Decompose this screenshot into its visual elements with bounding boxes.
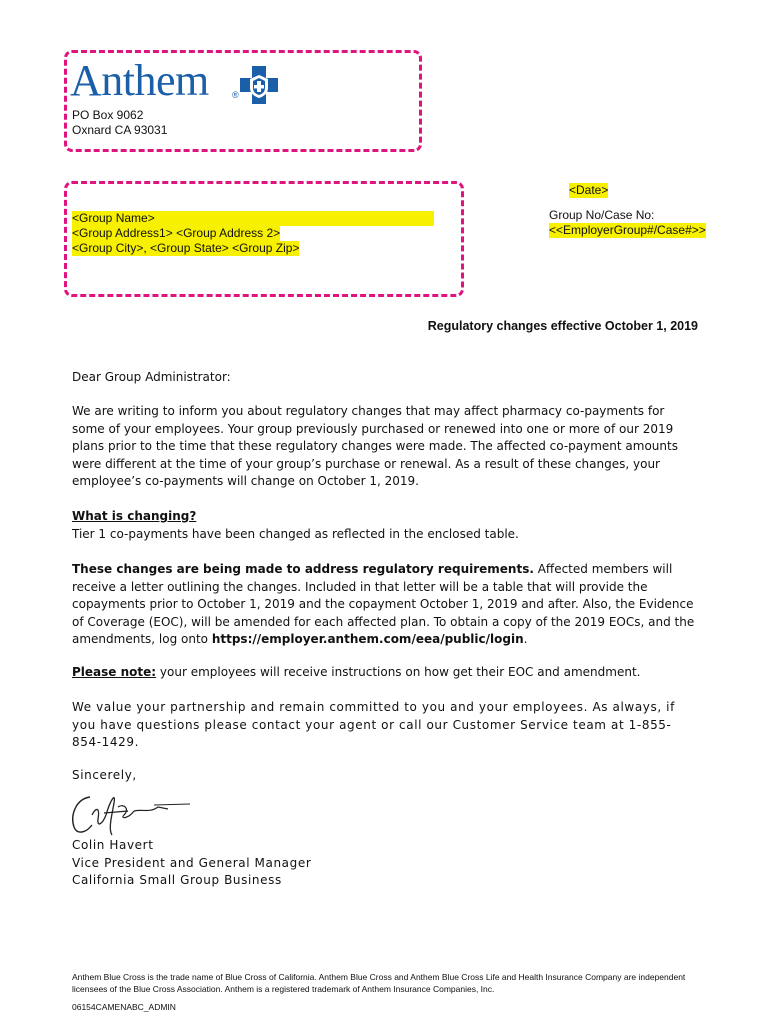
signature-image (66, 785, 196, 841)
recipient-address (72, 211, 434, 256)
logo-registered-mark: ® (232, 90, 239, 100)
please-note-paragraph (72, 664, 697, 682)
subject-line: Regulatory changes effective October 1, 2019 (427, 319, 698, 333)
sender-line-2: Oxnard CA 93031 (72, 123, 168, 137)
signer-name: Colin Havert (72, 838, 154, 852)
recipient-line-1: <Group Name> (72, 211, 434, 226)
what-is-changing-text: Tier 1 co-payments have been changed as reflected in the enclosed table. (72, 526, 519, 541)
anthem-logo (70, 56, 290, 106)
sender-address (72, 108, 167, 138)
group-number-label: Group No/Case No: (549, 208, 655, 222)
footer-legal: Anthem Blue Cross is the trade name of Blue Cross of California. Anthem Blue Cross and Anthem Blue Cross Life and Health Insurance Company are independent licensees of the Blue Cross Association. Anthem is a registered trademark of Anthem Insurance Companies, Inc. (72, 972, 686, 994)
regulatory-paragraph: These changes are being made to address regulatory requirements. Affected members will receive a letter outlining the changes. Included in that letter will be a table that will provide the copayments prior to October 1, 2019 and the copayment October 1, 2019 and after. Also, the Evidence of Coverage (EOC), will be amended for each affected plan. To obtain a copy of the 2019 EOCs, and the amendments, log onto https://employer.anthem.com/eea/public/login. (72, 562, 695, 646)
signer-unit: California Small Group Business (72, 873, 282, 887)
signer-block (72, 837, 697, 890)
salutation: Dear Group Administrator: (72, 370, 231, 384)
recipient-line-2: <Group Address1> <Group Address 2> (72, 226, 281, 240)
what-is-changing-heading: What is changing? (72, 509, 197, 523)
footer-code: 06154CAMENABC_ADMIN (72, 1002, 176, 1012)
blue-cross-shield-icon (240, 66, 278, 104)
please-note-label: Please note: (72, 665, 157, 679)
logo-text: Anthem (70, 56, 209, 105)
employer-portal-link[interactable]: https://employer.anthem.com/eea/public/login (211, 632, 524, 646)
group-number-value: <<EmployerGroup#/Case#>> (549, 223, 706, 237)
signoff: Sincerely, (72, 768, 137, 782)
signer-title: Vice President and General Manager (72, 855, 312, 870)
regulatory-lead: These changes are being made to address regulatory requirements. (72, 562, 534, 576)
regulatory-text: Affected members will receive a letter outlining the changes. Included in that letter will be a table that will provide the copayments prior to October 1, 2019 and the copayment October 1, 2019 and after. Also, the Evidence of Coverage (EOC), will be amended for each affected plan. To obtain a copy of the 2019 EOCs, and the amendments, log onto (72, 562, 695, 646)
intro-paragraph: We are writing to inform you about regulatory changes that may affect pharmacy co-payments for some of your employees. Your group previously purchased or renewed into one or more of our 2019 plans prior to the time that these regulatory changes were made. The affected co-payment amounts were different at the time of your group’s purchase or renewal. As a result of these changes, your employee’s co-payments will change on October 1, 2019. (72, 404, 678, 488)
sender-line-1: PO Box 9062 (72, 108, 144, 122)
closing-paragraph: We value your partnership and remain committed to you and your employees. As always, if you have questions please contact your agent or call our Customer Service team at 1-855-854-1429. (72, 700, 675, 749)
date-field: <Date> (569, 183, 609, 197)
recipient-line-3: <Group City>, <Group State> <Group Zip> (72, 241, 300, 255)
please-note-text: your employees will receive instructions on how get their EOC and amendment. (156, 665, 641, 679)
what-is-changing-section (72, 508, 697, 543)
